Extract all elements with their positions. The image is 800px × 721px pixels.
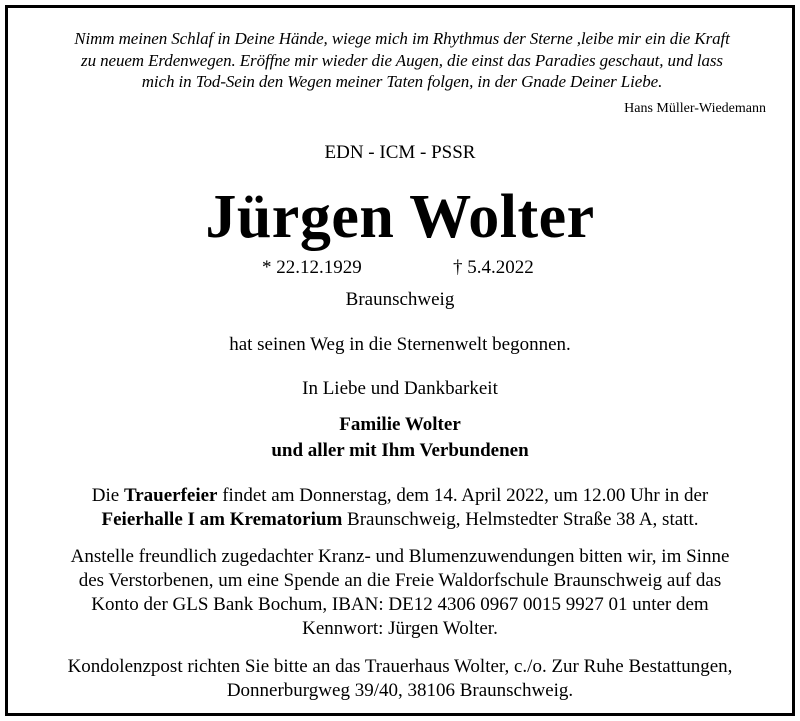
funeral-venue: Feierhalle I am Krematorium — [101, 509, 343, 530]
donation-line: Anstelle freundlich zugedachter Kranz- und Blumenzuwendungen bitten wir, im Sinne — [70, 546, 730, 567]
poem-line: mich in Tod-Sein den Wegen meiner Taten folgen, in der Gnade Deiner Liebe. — [141, 72, 663, 91]
poem-line: zu neuem Erdenwegen. Eröffne mir wieder die Augen, die einst das Paradies geschaut, und lass — [81, 50, 723, 70]
condolence-line: Kondolenzpost richten Sie bitte an das Trauerhaus Wolter, c./o. Zur Ruhe Bestattungen, — [67, 656, 733, 677]
poem — [22, 28, 782, 93]
funeral-label: Trauerfeier — [123, 485, 218, 506]
donation-line: Kennwort: Jürgen Wolter. — [302, 618, 498, 639]
passing-text: hat seinen Weg in die Sternenwelt begonnen. — [229, 334, 571, 355]
poem-line: Nimm meinen Schlaf in Deine Hände, wiege mich im Rhythmus der Sterne ,leibe mir ein die Kraft — [74, 29, 730, 48]
thanks-line: In Liebe und Dankbarkeit — [302, 378, 498, 399]
family-extended: und aller mit Ihm Verbundenen — [271, 440, 529, 461]
donation-line: Konto der GLS Bank Bochum, IBAN: DE12 4306 0967 0015 9927 01 unter dem — [91, 594, 709, 615]
birth-date: * 22.12.1929 — [262, 257, 362, 278]
funeral-line-2: Feierhalle I am Krematorium Braunschweig, Helmstedter Straße 38 A, statt. — [101, 509, 699, 530]
death-date: † 5.4.2022 — [453, 257, 534, 278]
donation-line: des Verstorbenen, um eine Spende an die Freie Waldorfschule Braunschweig auf das — [78, 570, 722, 591]
city: Braunschweig — [345, 289, 455, 310]
deceased-name: Jürgen Wolter — [205, 183, 595, 251]
condolence-paragraph — [24, 655, 776, 703]
family-name: Familie Wolter — [339, 414, 461, 435]
funeral-line-1: Die Trauerfeier findet am Donnerstag, dem 14. April 2022, um 12.00 Uhr in der — [91, 485, 709, 506]
organization-line: EDN - ICM - PSSR — [324, 142, 476, 163]
poem-author: Hans Müller-Wiedemann — [624, 101, 766, 116]
donation-paragraph — [24, 545, 776, 641]
family-signature — [8, 412, 792, 464]
condolence-line: Donnerburgweg 39/40, 38106 Braunschweig. — [226, 680, 574, 701]
obituary-notice — [5, 5, 795, 716]
funeral-paragraph — [24, 484, 776, 532]
